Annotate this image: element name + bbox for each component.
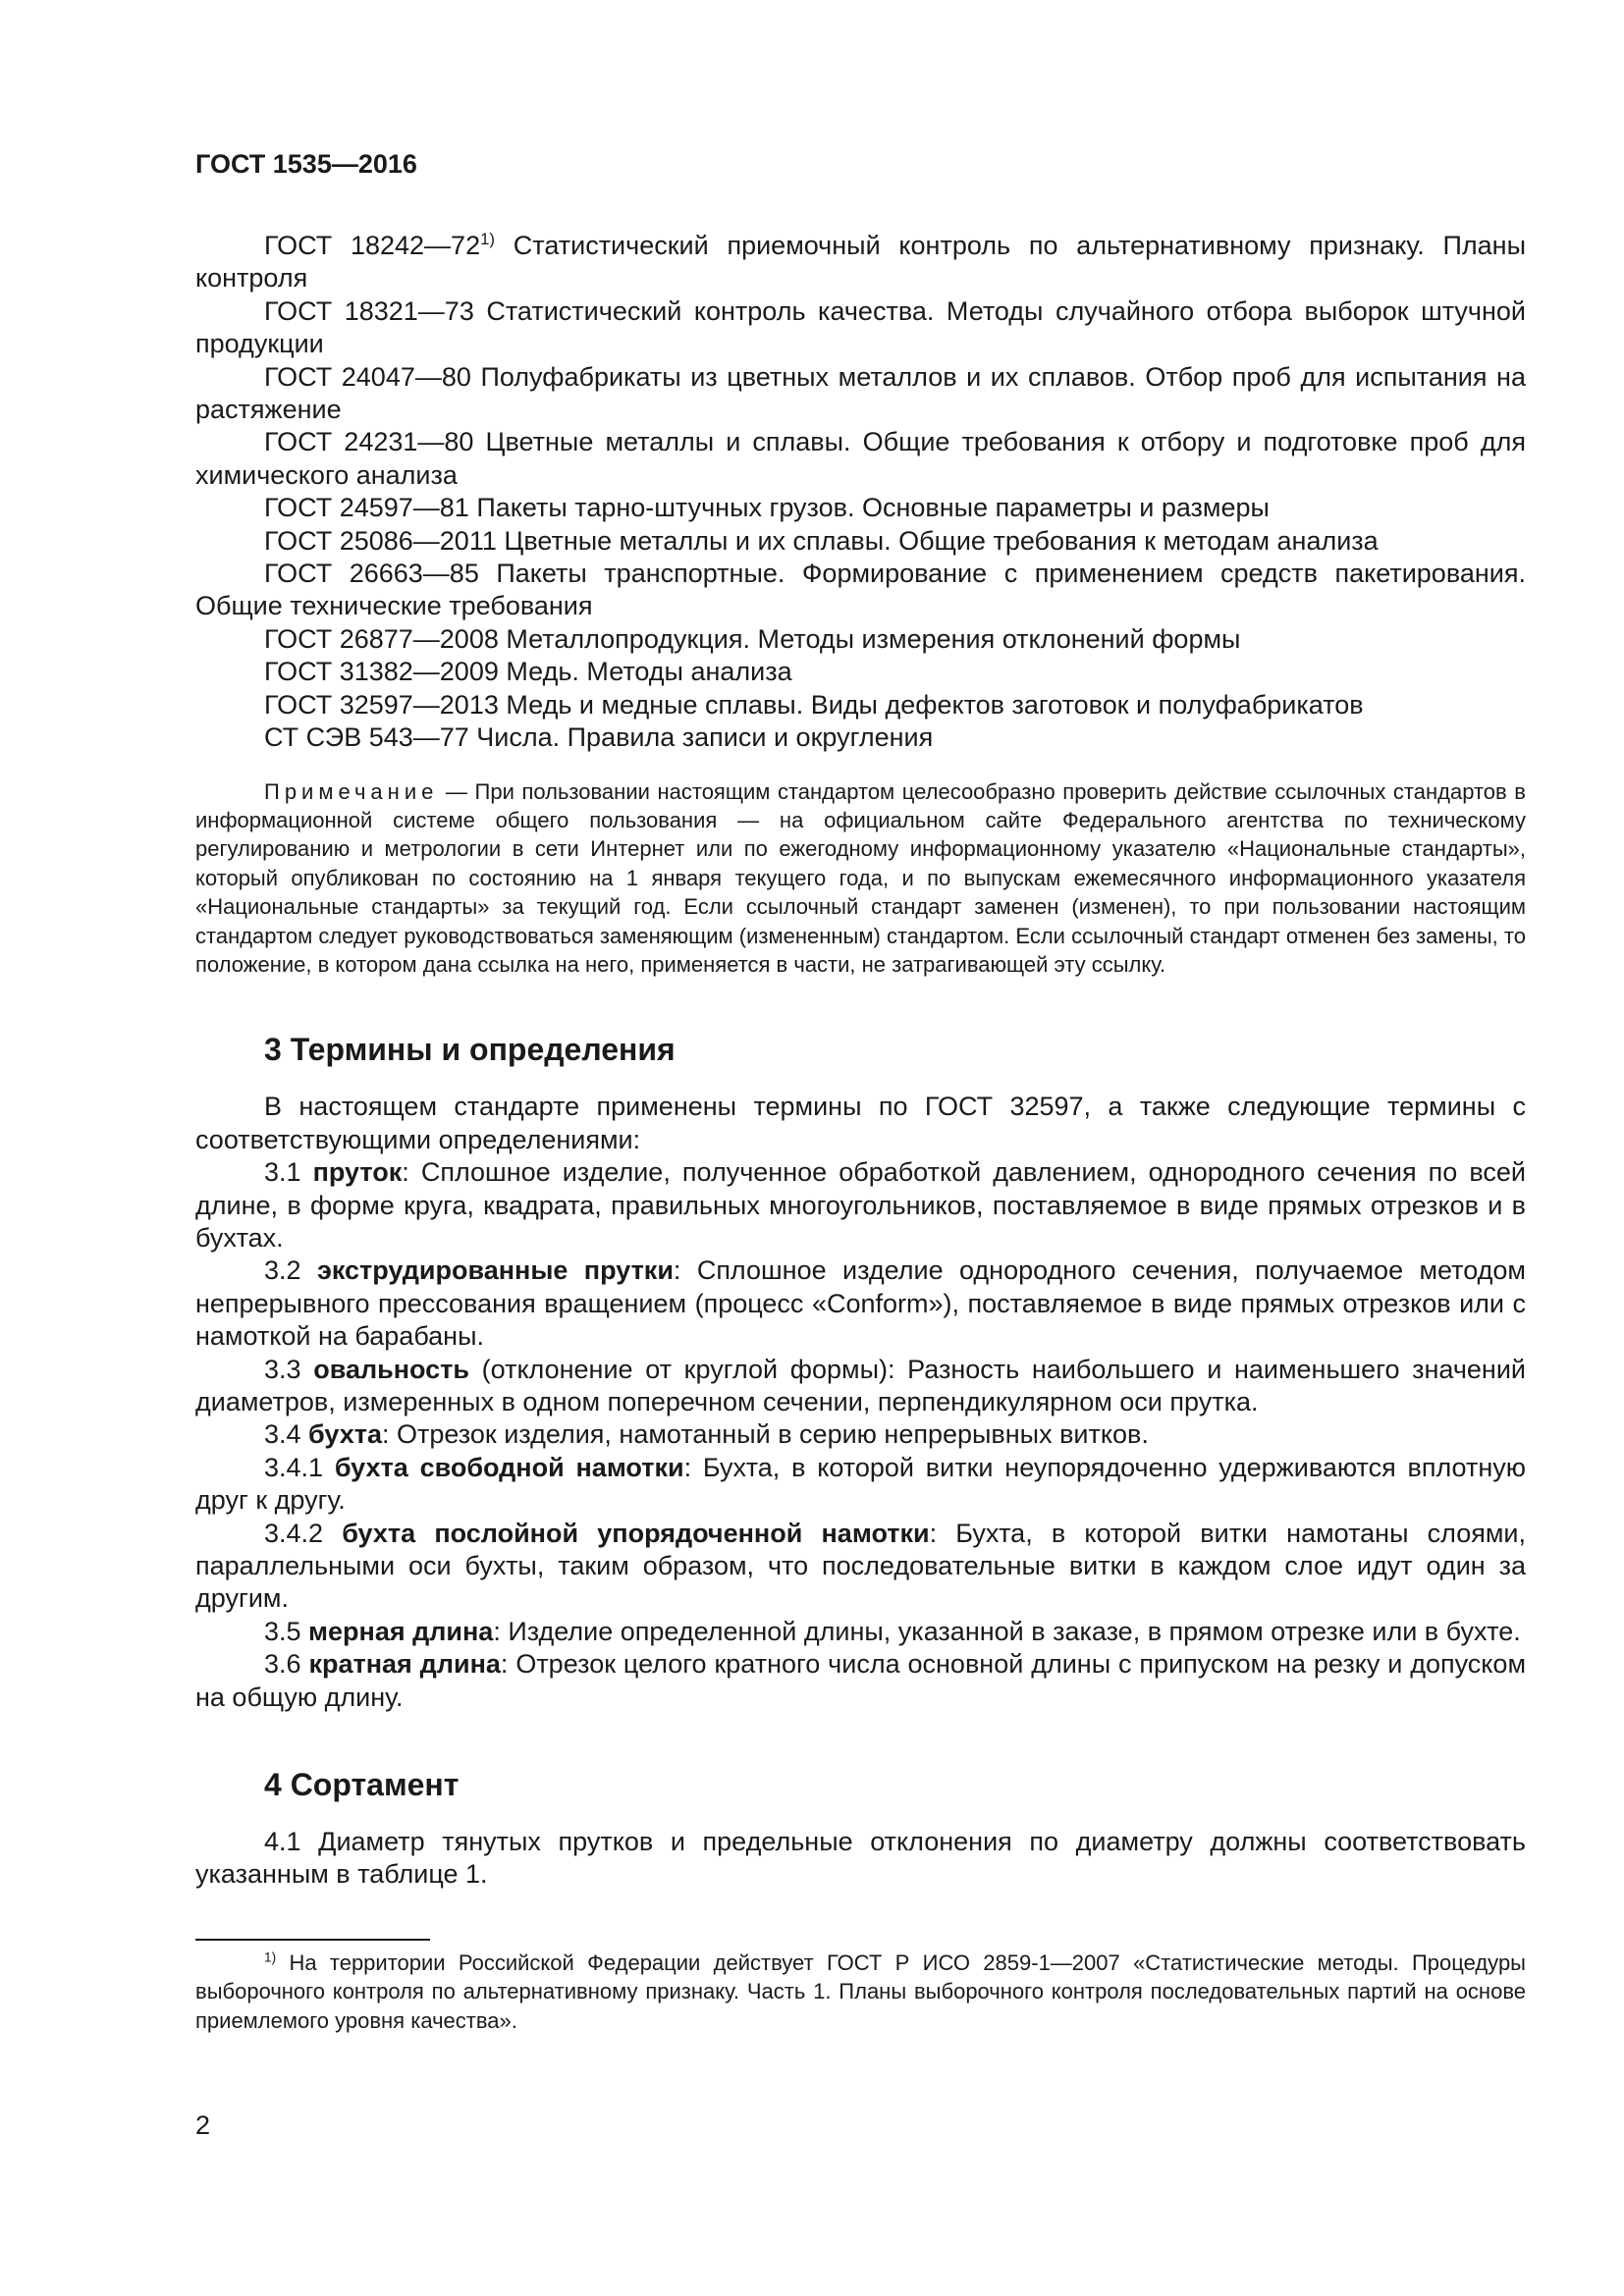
term-text: : Изделие определенной длины, указанной в заказе, в прямом отрезке или в бухте. bbox=[493, 1616, 1521, 1646]
reference-code: ГОСТ 24597—81 bbox=[264, 493, 469, 523]
page-content bbox=[195, 147, 1526, 2035]
footnote-mark: 1) bbox=[264, 1949, 277, 1965]
reference-title: Цветные металлы и сплавы. Общие требования к отбору и подготовке проб для химического анализа bbox=[195, 427, 1526, 490]
references-list bbox=[195, 230, 1526, 755]
reference-item bbox=[195, 656, 1526, 688]
reference-code: ГОСТ 18321—73 bbox=[264, 295, 474, 326]
term-definition bbox=[195, 1156, 1526, 1255]
reference-code: ГОСТ 25086—2011 bbox=[264, 525, 497, 556]
reference-title: Статистический контроль качества. Методы случайного отбора выборок штучной продукции bbox=[195, 295, 1526, 359]
reference-item bbox=[195, 295, 1526, 361]
term-name: кратная длина bbox=[308, 1649, 501, 1680]
term-number: 3.4.2 bbox=[264, 1518, 343, 1548]
term-name: мерная длина bbox=[308, 1616, 494, 1646]
reference-item bbox=[195, 689, 1526, 721]
term-definition bbox=[195, 1616, 1526, 1648]
reference-title: Медь и медные сплавы. Виды дефектов заготовок и полуфабрикатов bbox=[498, 689, 1364, 720]
reference-code: СТ СЭВ 543—77 bbox=[264, 722, 469, 753]
term-definition bbox=[195, 1354, 1526, 1419]
reference-item bbox=[195, 721, 1526, 754]
reference-item bbox=[195, 361, 1526, 427]
reference-title: Пакеты транспортные. Формирование с применением средств пакетирования. Общие технические требования bbox=[195, 559, 1526, 621]
term-name: бухта свободной намотки bbox=[334, 1452, 684, 1482]
term-definition bbox=[195, 1452, 1526, 1518]
term-number: 3.1 bbox=[264, 1157, 313, 1188]
term-text: : Сплошное изделие, полученное обработкой давлением, однородного сечения по всей длине, в форме круга, квадрата, правильных многоугольников, поставляемое в виде прямых отрезков и в бухтах. bbox=[195, 1157, 1526, 1253]
reference-item bbox=[195, 492, 1526, 524]
note-text: — При пользовании настоящим стандартом целесообразно проверить действие ссылочных стандартов в информационной системе общего пользования — на официальном сайте Федерального агентства по техническому регулированию и метрологии в сети Интернет или по ежегодному информационному указателю «Национальные стандарты», который опубликован по состоянию на 1 января текущего года, и по выпускам ежемесячного информационного указателя «Национальные стандарты» за текущий год. Если ссылочный стандарт заменен (изменен), то при пользовании настоящим стандартом следует руководствоваться заменяющим (измененным) стандартом. Если ссылочный стандарт отменен без замены, то положение, в котором дана ссылка на него, применяется в части, не затрагивающей эту ссылку. bbox=[195, 778, 1526, 977]
reference-item bbox=[195, 525, 1526, 558]
term-definition bbox=[195, 1418, 1526, 1451]
term-number: 3.4 bbox=[264, 1419, 309, 1450]
term-number: 3.5 bbox=[264, 1616, 309, 1646]
term-definition bbox=[195, 1518, 1526, 1616]
reference-title: Металлопродукция. Методы измерения отклонений формы bbox=[498, 623, 1241, 654]
term-number: 3.4.1 bbox=[264, 1452, 335, 1482]
term-name: бухта послойной упорядоченной намотки bbox=[342, 1518, 930, 1548]
reference-title: Пакеты тарно-штучных грузов. Основные параметры и размеры bbox=[468, 493, 1270, 523]
term-definition bbox=[195, 1648, 1526, 1714]
term-text: : Бухта, в которой витки неупорядоченно удерживаются вплотную друг к другу. bbox=[195, 1452, 1526, 1516]
reference-code: ГОСТ 31382—2009 bbox=[264, 657, 499, 687]
reference-item bbox=[195, 426, 1526, 492]
footnote-divider bbox=[195, 1939, 430, 1941]
reference-title: Цветные металлы и их сплавы. Общие требования к методам анализа bbox=[496, 525, 1379, 556]
reference-title: Полуфабрикаты из цветных металлов и их сплавов. Отбор проб для испытания на растяжение bbox=[195, 361, 1526, 425]
term-name: овальность bbox=[313, 1354, 469, 1384]
reference-item bbox=[195, 230, 1526, 295]
reference-code: ГОСТ 26663—85 bbox=[264, 559, 479, 589]
term-number: 3.3 bbox=[264, 1354, 314, 1384]
reference-title: Статистический приемочный контроль по альтернативному признаку. Планы контроля bbox=[195, 231, 1526, 294]
section-4-paragraph: 4.1 Диаметр тянутых прутков и предельные отклонения по диаметру должны соответствовать указанным в таблице 1. bbox=[195, 1827, 1526, 1890]
reference-item bbox=[195, 558, 1526, 623]
term-text: (отклонение от круглой формы): Разность наибольшего и наименьшего значений диаметров, измеренных в одном поперечном сечении, перпендикулярном оси прутка. bbox=[195, 1354, 1526, 1416]
reference-code: ГОСТ 24231—80 bbox=[264, 427, 474, 457]
note-label: Примечание bbox=[264, 778, 439, 804]
term-text: : Сплошное изделие однородного сечения, получаемое методом непрерывного прессования вращением (процесс «Conform»), поставляемое в виде прямых отрезков или с намоткой на барабаны. bbox=[195, 1255, 1526, 1352]
term-text: : Отрезок целого кратного числа основной длины с припуском на резку и допуском на общую длину. bbox=[195, 1649, 1527, 1712]
reference-item bbox=[195, 623, 1526, 656]
note-paragraph bbox=[195, 777, 1526, 980]
reference-code: ГОСТ 18242—72 bbox=[264, 231, 481, 260]
footnote-mark[interactable]: 1) bbox=[480, 230, 495, 248]
term-number: 3.6 bbox=[264, 1649, 309, 1680]
term-name: пруток bbox=[312, 1157, 403, 1188]
reference-code: ГОСТ 24047—80 bbox=[264, 361, 471, 392]
reference-code: ГОСТ 26877—2008 bbox=[264, 623, 499, 654]
section-3-intro: В настоящем стандарте применены термины по ГОСТ 32597, а также следующие термины с соответствующими определениями: bbox=[195, 1092, 1526, 1154]
reference-title: Медь. Методы анализа bbox=[498, 657, 792, 687]
term-number: 3.2 bbox=[264, 1255, 317, 1286]
section-3-heading: 3 Термины и определения bbox=[264, 1032, 676, 1068]
term-definition bbox=[195, 1255, 1526, 1353]
term-text: : Бухта, в которой витки намотаны слоями, параллельными оси бухты, таким образом, что последовательные витки в каждом слое идут один за другим. bbox=[195, 1518, 1526, 1614]
page-number: 2 bbox=[195, 2110, 211, 2140]
footnote-text: На территории Российской Федерации действует ГОСТ Р ИСО 2859-1—2007 «Статистические методы. Процедуры выборочного контроля по альтернативному признаку. Часть 1. Планы выборочного контроля последовательных партий на основе приемлемого уровня качества». bbox=[195, 1949, 1526, 2033]
section-4-heading: 4 Сортамент bbox=[264, 1767, 460, 1803]
term-name: бухта bbox=[308, 1419, 382, 1450]
footnote bbox=[195, 1949, 1526, 2035]
reference-code: ГОСТ 32597—2013 bbox=[264, 689, 499, 720]
reference-title: Числа. Правила записи и округления bbox=[468, 722, 934, 753]
running-header: ГОСТ 1535—2016 bbox=[195, 149, 417, 179]
term-text: : Отрезок изделия, намотанный в серию непрерывных витков. bbox=[381, 1419, 1149, 1450]
term-name: экструдированные прутки bbox=[316, 1255, 674, 1286]
